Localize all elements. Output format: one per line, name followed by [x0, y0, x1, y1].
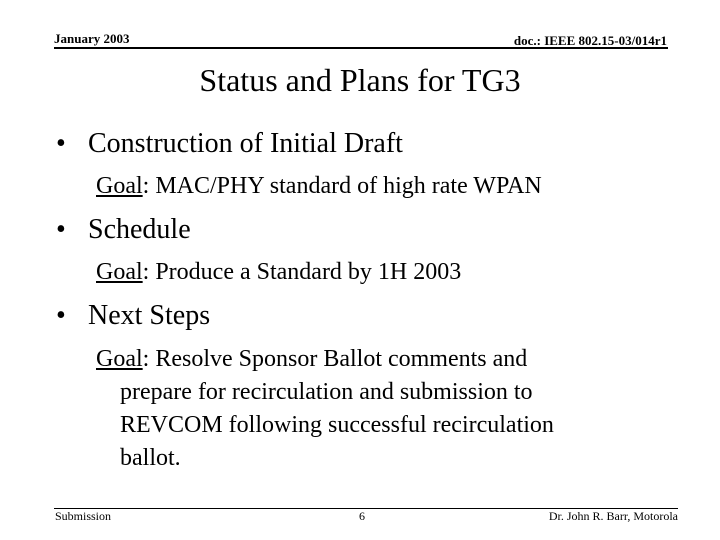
- goal-continuation: ballot.: [120, 445, 181, 471]
- bullet-schedule: [56, 214, 191, 246]
- goal-text: : Resolve Sponsor Ballot comments and: [142, 346, 528, 372]
- goal-next-steps: [96, 343, 554, 475]
- goal-text: : MAC/PHY standard of high rate WPAN: [142, 173, 542, 199]
- bullet-construction: [56, 128, 403, 160]
- bullet-text: Next Steps: [88, 300, 211, 331]
- header-date: January 2003: [54, 31, 130, 46]
- goal-label: Goal: [96, 259, 143, 285]
- goal-continuation: prepare for recirculation and submission to: [120, 379, 533, 405]
- goal-label: Goal: [96, 173, 143, 199]
- goal-construction: [96, 170, 542, 203]
- footer-page-number: 6: [359, 509, 365, 523]
- footer-author: Dr. John R. Barr, Motorola: [548, 509, 678, 523]
- goal-label: Goal: [96, 346, 143, 372]
- bullet-dot-icon: •: [56, 214, 66, 245]
- bullet-dot-icon: •: [56, 300, 66, 331]
- bullet-text: Schedule: [88, 214, 191, 245]
- slide-title: Status and Plans for TG3: [199, 62, 521, 98]
- goal-continuation: REVCOM following successful recirculation: [120, 412, 554, 438]
- bullet-dot-icon: •: [56, 128, 66, 159]
- bullet-next-steps: [56, 300, 210, 332]
- goal-schedule: [96, 256, 461, 289]
- footer-submission: Submission: [55, 509, 112, 523]
- header-rule: [54, 47, 668, 49]
- header-doc-id: doc.: IEEE 802.15-03/014r1: [513, 33, 667, 48]
- goal-text: : Produce a Standard by 1H 2003: [142, 259, 462, 285]
- bullet-text: Construction of Initial Draft: [88, 128, 403, 159]
